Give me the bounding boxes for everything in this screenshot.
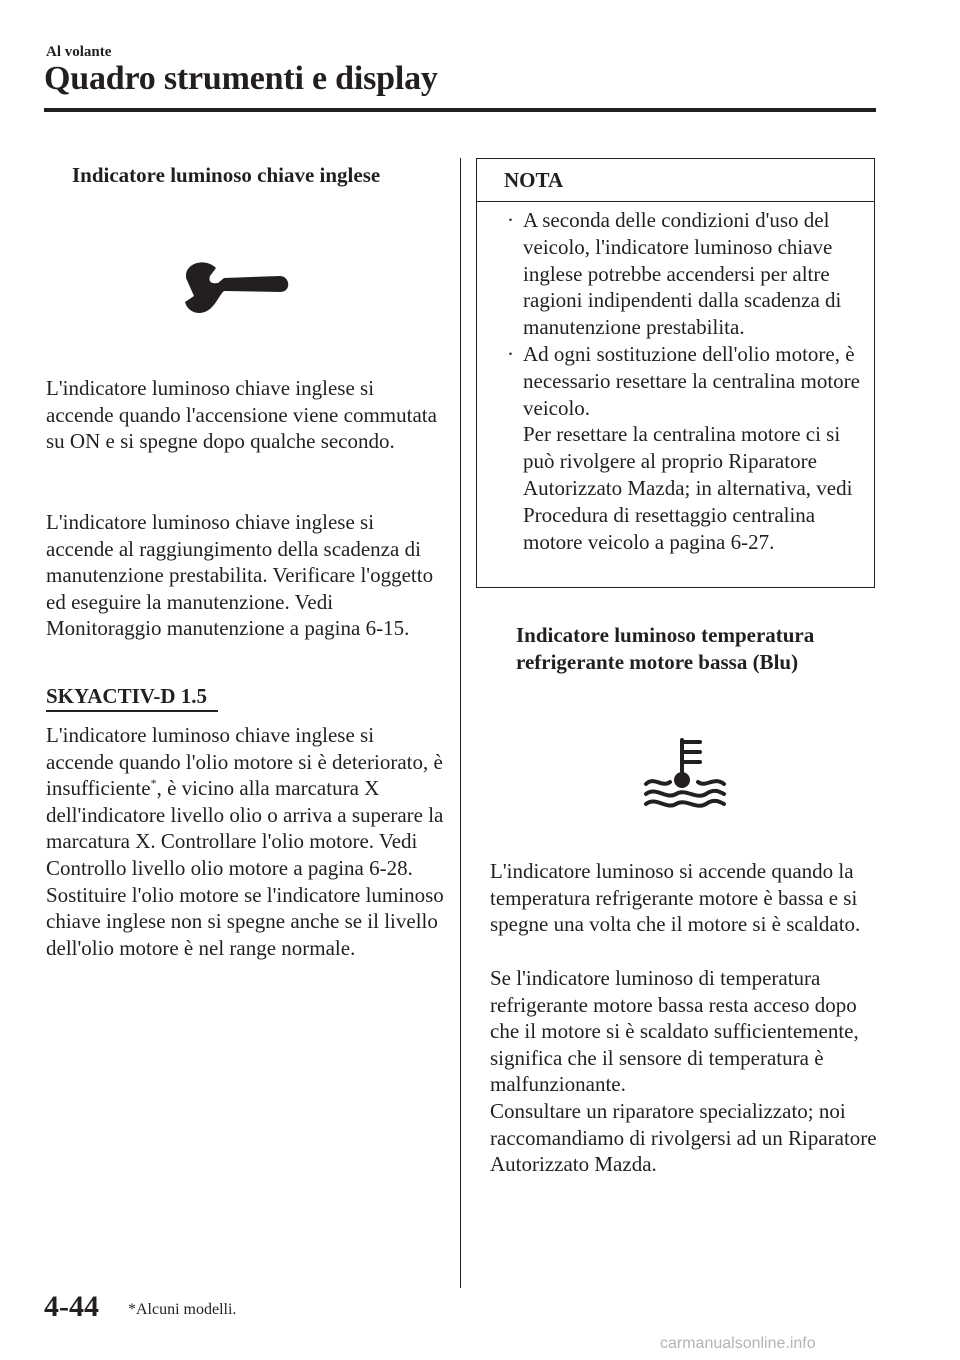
column-divider (460, 158, 461, 1288)
wrench-heading: Indicatore luminoso chiave inglese (72, 163, 381, 187)
note-item-text: Per resettare la centralina motore ci si può rivolgere al proprio Riparatore Autorizzato Mazda; in alternativa, vedi Procedura di resettaggio centralina motore veicolo a pagina 6-27. (523, 422, 853, 554)
coolant-heading (516, 622, 814, 676)
wrench-paragraph-2: L'indicatore luminoso chiave inglese si accende al raggiungimento della scadenza di manutenzione prestabilita. Verificare l'oggetto ed eseguire la manutenzione. Vedi Monitoraggio manutenzione a pagina 6-15. (46, 510, 434, 641)
asterisk-marker: * (150, 776, 157, 791)
note-item (491, 341, 871, 421)
note-item (491, 207, 871, 341)
note-item-text: Ad ogni sostituzione dell'olio motore, è necessario resettare la centralina motore veicolo. (523, 341, 860, 420)
paragraph-3-part1: L'indicatore luminoso chiave inglese si accende quando l'olio motore si è deteriorato, è insufficiente (46, 723, 443, 801)
bullet-icon: · (507, 341, 514, 366)
wrench-paragraph-1: L'indicatore luminoso chiave inglese si accende quando l'accensione viene commutata su ON e si spegne dopo qualche secondo. (46, 376, 437, 454)
note-box (476, 158, 875, 588)
watermark: carmanualsonline.info (660, 1335, 816, 1352)
note-title: NOTA (504, 168, 564, 192)
note-list (491, 207, 871, 555)
coolant-temperature-icon (642, 736, 728, 808)
footnote: *Alcuni modelli. (128, 1301, 237, 1318)
note-item-continued (491, 421, 871, 555)
note-title-rule (477, 201, 874, 202)
coolant-paragraph-3: Consultare un riparatore specializzato; noi raccomandiamo di rivolgersi ad un Riparatore Autorizzato Mazda. (490, 1099, 877, 1177)
coolant-paragraph-2: Se l'indicatore luminoso di temperatura refrigerante motore bassa resta acceso dopo che il motore si è scaldato sufficientemente, significa che il sensore di temperatura è malfunzionante. (490, 966, 859, 1097)
skyactiv-subheading-underline (46, 710, 218, 712)
chapter-title: Quadro strumenti e display (44, 60, 438, 97)
bullet-icon: · (507, 208, 514, 232)
wrench-paragraph-3 (46, 722, 446, 961)
skyactiv-subheading: SKYACTIV-D 1.5 (46, 684, 208, 708)
section-label: Al volante (46, 44, 112, 60)
paragraph-3-part2: , è vicino alla marcatura X dell'indicatore livello olio o arriva a superare la marcatura X. Controllare l'olio motore. Vedi Controllo livello olio motore a pagina 6-28. Sostituire l'olio motore se l'indicatore luminoso chiave inglese non si spegne anche se il livello dell'olio motore è nel range normale. (46, 776, 444, 960)
page-number: 4-44 (44, 1290, 99, 1323)
header-rule (44, 108, 876, 112)
coolant-heading-line-2: refrigerante motore bassa (Blu) (516, 650, 799, 674)
coolant-paragraph-1: L'indicatore luminoso si accende quando la temperatura refrigerante motore è bassa e si spegne una volta che il motore si è scaldato. (490, 859, 861, 937)
note-item-text: A seconda delle condizioni d'uso del veicolo, l'indicatore luminoso chiave inglese potrebbe accendersi per altre ragioni indipendenti dalla scadenza di manutenzione prestabilita. (523, 208, 842, 340)
coolant-heading-line-1: Indicatore luminoso temperatura (516, 623, 815, 647)
wrench-icon (180, 258, 294, 314)
